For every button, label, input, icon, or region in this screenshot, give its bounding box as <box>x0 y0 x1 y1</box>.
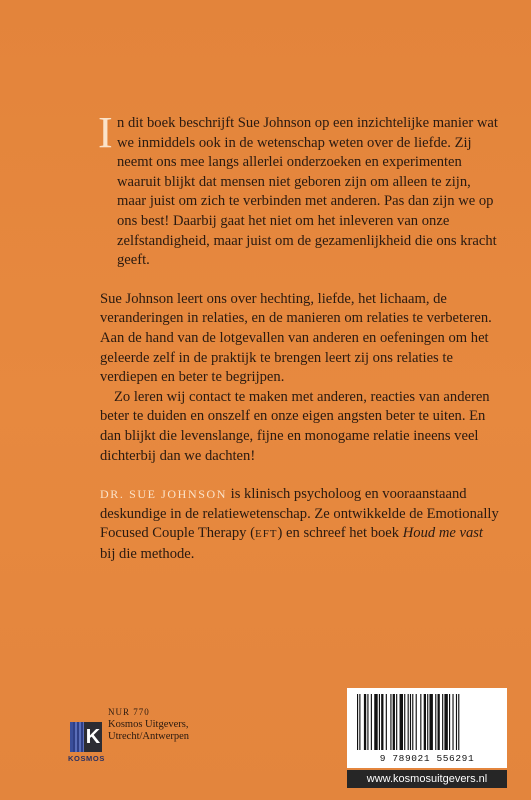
barcode-bar <box>435 694 436 750</box>
barcode-bar <box>364 694 366 750</box>
barcode-bar <box>416 694 417 750</box>
drop-cap: I <box>98 108 113 157</box>
barcode-bar <box>393 694 395 750</box>
blurb-paragraph-3: Zo leren wij contact te maken met anderen, reacties van anderen beter te duiden en onszelf en onze eigen angsten beter te uiten. En dan blijkt die levenslange, fijne en monogame relatie ineens veel dichterbij dan we dachten! <box>100 388 490 464</box>
barcode-bar <box>374 694 377 750</box>
barcode-bar <box>396 694 397 750</box>
book-title: Houd me vast <box>402 525 483 542</box>
barcode-bar <box>367 694 368 750</box>
author-bio <box>100 485 500 564</box>
barcode-bar <box>381 694 383 750</box>
isbn-digits: 9 789021 556291 <box>351 753 503 764</box>
blurb-paragraph-1-text: n dit boek beschrijft Sue Johnson op een inzichtelijke manier wat we inmiddels ook in de wetenschap weten over de liefde. Zij neemt ons mee langs allerlei onderzoeken en experimenten waaruit blijkt dat mensen niet geboren zijn om alleen te zijn, maar juist om zich te verbinden met anderen. Pas dan zijn we op ons best! Daarbij gaat het niet om het inleveren van onze zelfstandigheid, maar juist om de gezamenlijkheid die ons kracht geeft. <box>117 115 498 269</box>
barcode-bar <box>429 694 432 750</box>
author-name: DR. SUE JOHNSON <box>100 487 228 502</box>
publisher-text <box>108 706 268 744</box>
barcode-bar <box>442 694 443 750</box>
logo-wordmark: KOSMOS <box>68 754 105 763</box>
barcode-bar <box>424 694 426 750</box>
barcode-bar <box>359 694 360 750</box>
barcode-bar <box>452 694 453 750</box>
barcode-bar <box>386 694 387 750</box>
barcode-background <box>347 688 507 768</box>
barcode-bar <box>444 694 447 750</box>
publisher-location: Utrecht/Antwerpen <box>108 731 190 742</box>
eft-abbreviation: EFT <box>254 528 278 541</box>
logo-letter: K <box>84 722 102 752</box>
barcode-block <box>347 688 507 792</box>
publisher-website: www.kosmosuitgevers.nl <box>347 770 507 788</box>
barcode-bar <box>410 694 411 750</box>
barcode-bar <box>379 694 380 750</box>
barcode-bar <box>449 694 450 750</box>
publisher-name: Kosmos Uitgevers, <box>108 718 189 730</box>
barcode-bar <box>427 694 428 750</box>
barcode-bar <box>438 694 440 750</box>
blurb <box>98 108 500 564</box>
barcode-bar <box>357 694 358 750</box>
barcode-bar <box>456 694 457 750</box>
barcode-bar <box>420 694 421 750</box>
barcode-bar <box>400 694 403 750</box>
barcode-bar <box>412 694 413 750</box>
barcode-bar <box>408 694 409 750</box>
author-bio-part-2: ) en schreef het boek <box>277 525 403 542</box>
kosmos-logo <box>68 722 105 763</box>
blurb-paragraph-2: Sue Johnson leert ons over hechting, liefde, het lichaam, de veranderingen in relaties, en de manieren om relaties te verbeteren. Aan de hand van de lotgevallen van anderen en oefeningen om het geleerde zelf in de praktijk te brengen leert zij ons relaties te verdiepen en beter te begrijpen. <box>100 290 492 386</box>
nur-code: NUR 770 <box>108 707 150 717</box>
barcode-bar <box>371 694 372 750</box>
author-bio-part-1: is klinisch psycholoog en vooraanstaand deskundige in de relatiewetenschap. Ze ontwikkelde de Emotionally Focused Couple Therapy ( <box>100 486 499 542</box>
barcode-bar <box>404 694 405 750</box>
blurb-paragraph-1 <box>98 108 500 271</box>
barcode-icon <box>351 692 503 752</box>
barcode-bar <box>458 694 459 750</box>
author-bio-part-3: bij die methode. <box>100 545 195 562</box>
barcode-bar <box>390 694 391 750</box>
